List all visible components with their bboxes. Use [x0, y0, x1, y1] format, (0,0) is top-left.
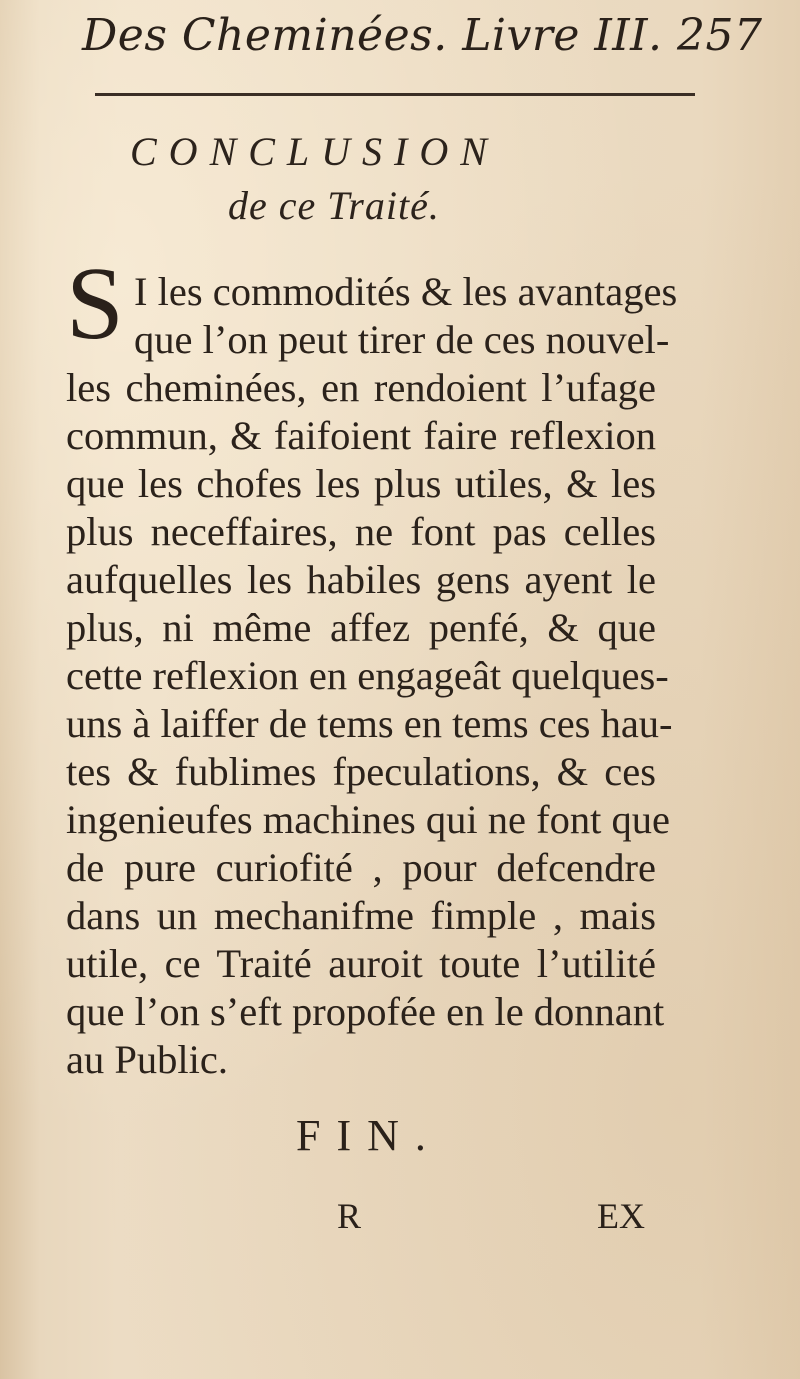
text-line: I les commodités & les avantages: [134, 269, 678, 314]
drop-cap: S: [66, 246, 124, 361]
text-line: dans un mechanifme fimple , mais: [66, 893, 656, 938]
catchword: EX: [597, 1196, 645, 1236]
section-title: CONCLUSION: [130, 129, 499, 174]
text-line: que l’on peut tirer de ces nouvel-: [134, 317, 670, 362]
body-paragraph: [66, 268, 678, 1084]
signature-mark: R: [337, 1196, 362, 1236]
text-line: au Public.: [66, 1037, 228, 1082]
header-rule: [95, 93, 695, 96]
text-line: utile, ce Traité auroit toute l’utilité: [66, 941, 656, 986]
text-line: que les chofes les plus utiles, & les: [66, 461, 656, 506]
text-line: que l’on s’eft propofée en le donnant: [66, 989, 665, 1034]
text-line: uns à laiffer de tems en tems ces hau-: [66, 701, 673, 746]
section-subtitle: de ce Traité.: [228, 183, 440, 228]
running-head: Des Cheminées. Livre III. 257: [82, 10, 763, 61]
text-line: plus neceffaires, ne font pas celles: [66, 509, 656, 554]
text-line: tes & fublimes fpeculations, & ces: [66, 749, 656, 794]
text-line: commun, & faifoient faire reflexion: [66, 413, 656, 458]
text-line: plus, ni même affez penfé, & que: [66, 605, 656, 650]
text-line: de pure curiofité , pour defcendre: [66, 845, 656, 890]
fin-mark: FIN.: [296, 1111, 442, 1160]
text-line: ingenieufes machines qui ne font que: [66, 797, 670, 842]
text-line: les cheminées, en rendoient l’ufage: [66, 365, 656, 410]
text-line: aufquelles les habiles gens ayent le: [66, 557, 656, 602]
text-line: cette reflexion en engageât quelques-: [66, 653, 669, 698]
